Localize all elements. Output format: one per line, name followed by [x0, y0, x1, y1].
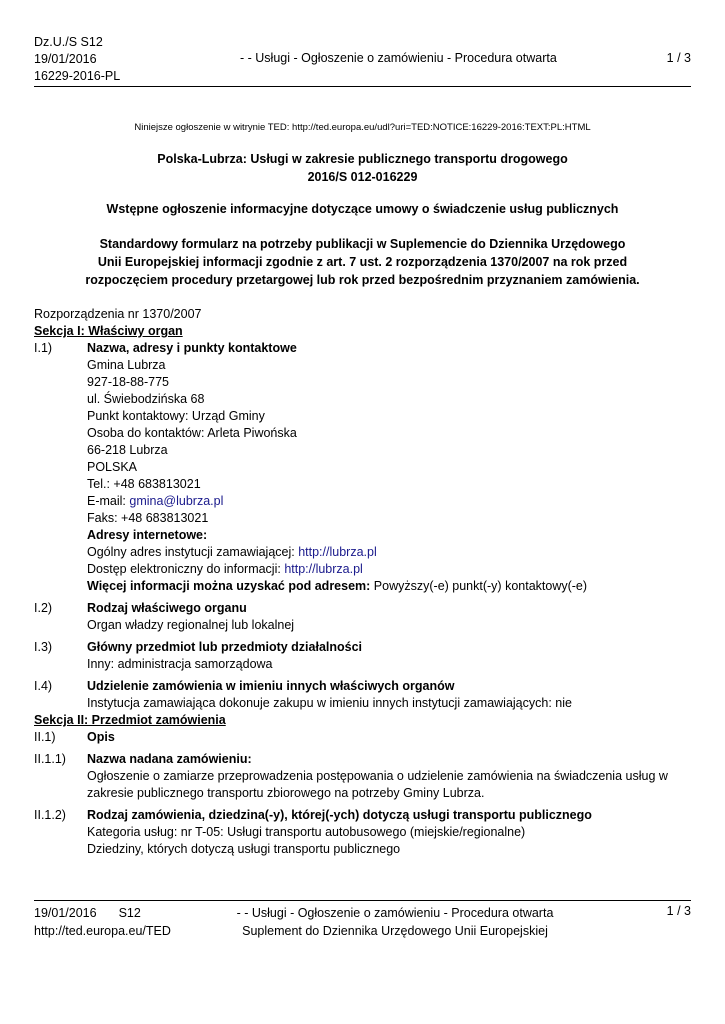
form-description-line: Standardowy formularz na potrzeby publikacji w Suplemencie do Dziennika Urzędowego	[99, 237, 626, 251]
section-item-ii1	[34, 729, 691, 746]
general-url-label: Ogólny adres instytucji zamawiającej:	[87, 545, 299, 559]
item-value: Organ władzy regionalnej lub lokalnej	[87, 618, 295, 632]
item-number: II.1.2)	[34, 808, 66, 822]
org-name: Gmina Lubrza	[87, 358, 166, 372]
section-item-ii12	[34, 807, 691, 858]
footer-supplement: Suplement do Dziennika Urzędowego Unii Europejskiej	[242, 924, 548, 938]
title-line: Polska-Lubrza: Usługi w zakresie publicznego transportu drogowego	[157, 152, 568, 166]
footer-divider	[34, 900, 691, 901]
fax: Faks: +48 683813021	[87, 511, 209, 525]
general-url-link[interactable]: http://lubrza.pl	[298, 545, 377, 559]
header-divider	[34, 86, 691, 87]
org-street: ul. Świebodzińska 68	[87, 392, 205, 406]
document-body	[34, 306, 691, 858]
regulation-label: Rozporządzenia nr 1370/2007	[34, 307, 202, 321]
item-label: Główny przedmiot lub przedmioty działalności	[87, 640, 363, 654]
document-id: 16229-2016-PL	[34, 69, 121, 83]
footer-date: 19/01/2016	[34, 906, 97, 920]
header-title: - - Usługi - Ogłoszenie o zamówieniu - Procedura otwarta	[240, 51, 557, 65]
item-value: Ogłoszenie o zamiarze przeprowadzenia postępowania o udzielenie zamówienia na świadczenia usług w zakresie publicznego transportu zbiorowego na potrzeby Gminy Lubrza.	[87, 769, 668, 800]
document-title	[30, 150, 695, 186]
section-item-i1	[34, 340, 691, 595]
item-number: II.1.1)	[34, 752, 66, 766]
contact-person: Osoba do kontaktów: Arleta Piwońska	[87, 426, 297, 440]
section-heading: Sekcja I: Właściwy organ	[34, 324, 183, 338]
form-description-line: rozpoczęciem procedury przetargowej lub rok przed bezpośrednim przyznaniem zamówienia.	[85, 273, 640, 287]
footer-titles	[200, 904, 590, 940]
item-value: Dziedziny, których dotyczą usługi transportu publicznego	[87, 842, 401, 856]
country: POLSKA	[87, 460, 138, 474]
item-value: Kategoria usług: nr T-05: Usługi transportu autobusowego (miejskie/regionalne)	[87, 825, 526, 839]
postal-address: 66-218 Lubrza	[87, 443, 168, 457]
notice-type: Wstępne ogłoszenie informacyjne dotyczące umowy o świadczenie usług publicznych	[106, 202, 619, 216]
footer-series: S12	[118, 906, 141, 920]
telephone: Tel.: +48 683813021	[87, 477, 201, 491]
header-meta	[34, 34, 120, 85]
access-url-link[interactable]: http://lubrza.pl	[284, 562, 363, 576]
item-number: II.1)	[34, 730, 56, 744]
item-value: Inny: administracja samorządowa	[87, 657, 273, 671]
email-label: E-mail:	[87, 494, 130, 508]
item-number: I.3)	[34, 640, 53, 654]
contact-point: Punkt kontaktowy: Urząd Gminy	[87, 409, 265, 423]
section-item-i3	[34, 639, 691, 673]
item-number: I.1)	[34, 341, 53, 355]
internet-label: Adresy internetowe:	[87, 528, 208, 542]
item-label: Opis	[87, 730, 115, 744]
item-label: Nazwa nadana zamówieniu:	[87, 752, 252, 766]
more-info-row	[87, 578, 691, 595]
access-url-row	[87, 561, 691, 578]
footer-meta	[34, 904, 171, 940]
footer-title: - - Usługi - Ogłoszenie o zamówieniu - Procedura otwarta	[236, 906, 554, 920]
item-label: Udzielenie zamówienia w imieniu innych właściwych organów	[87, 679, 455, 693]
item-number: I.2)	[34, 601, 53, 615]
section-item-i2	[34, 600, 691, 634]
footer-site: http://ted.europa.eu/TED	[34, 924, 171, 938]
footer-date-row	[34, 904, 171, 922]
item-label: Rodzaj właściwego organu	[87, 601, 247, 615]
access-url-label: Dostęp elektroniczny do informacji:	[87, 562, 285, 576]
form-description	[30, 235, 695, 289]
item-number: I.4)	[34, 679, 53, 693]
email-link[interactable]: gmina@lubrza.pl	[129, 494, 224, 508]
section-heading: Sekcja II: Przedmiot zamówienia	[34, 713, 226, 727]
item-label: Nazwa, adresy i punkty kontaktowe	[87, 341, 297, 355]
header-date: 19/01/2016	[34, 52, 97, 66]
more-info-label: Więcej informacji można uzyskać pod adresem:	[87, 579, 371, 593]
item-label: Rodzaj zamówienia, dziedzina(-y), której(-ych) dotyczą usługi transportu publicznego	[87, 808, 592, 822]
ted-notice: Niniejsze ogłoszenie w witrynie TED: http://ted.europa.eu/udl?uri=TED:NOTICE:16229-2016:TEXT:PL:HTML	[134, 122, 591, 133]
org-nip: 927-18-88-775	[87, 375, 170, 389]
email-row	[87, 493, 691, 510]
section-item-i4	[34, 678, 691, 712]
footer-page: 1 / 3	[666, 904, 691, 918]
form-description-line: Unii Europejskiej informacji zgodnie z art. 7 ust. 2 rozporządzenia 1370/2007 na rok przed	[97, 255, 628, 269]
journal-ref: Dz.U./S S12	[34, 35, 103, 49]
notice-number: 2016/S 012-016229	[307, 170, 418, 184]
general-url-row	[87, 544, 691, 561]
section-item-ii11	[34, 751, 691, 802]
header-page: 1 / 3	[666, 51, 691, 65]
item-value: Instytucja zamawiająca dokonuje zakupu w imieniu innych instytucji zamawiających: nie	[87, 696, 572, 710]
more-info-value: Powyższy(-e) punkt(-y) kontaktowy(-e)	[370, 579, 588, 593]
